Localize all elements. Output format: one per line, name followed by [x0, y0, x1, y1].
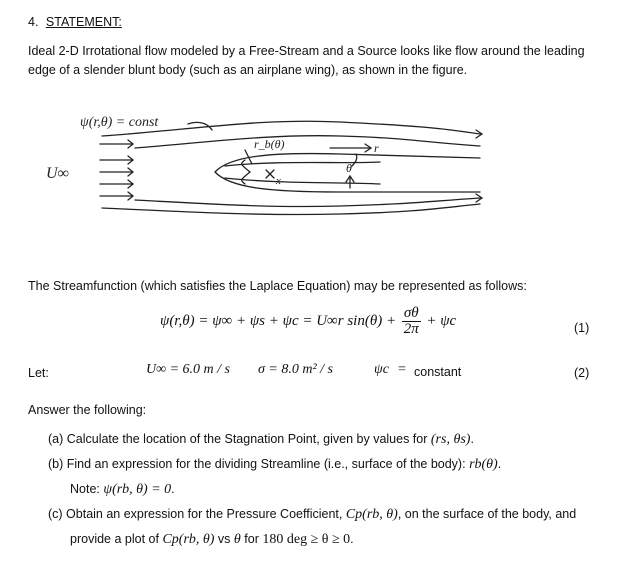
given-psic-symbol: ψc [374, 362, 389, 377]
figure-theta-label: θ [346, 161, 352, 175]
question-c-line-2: provide a plot of Cp(rb, θ) vs θ for 180 deg ≥ θ ≥ 0. [70, 532, 354, 547]
equation-number-2: (2) [574, 366, 590, 380]
question-b-text: (b) Find an expression for the dividing Streamline (i.e., surface of the body): [48, 457, 466, 471]
equation-number-1: (1) [574, 321, 590, 335]
question-c-vs: vs [217, 532, 231, 546]
equation-fraction [402, 306, 421, 337]
question-a: (a) Calculate the location of the Stagnation Point, given by values for (rs, θs). [48, 432, 474, 447]
equation-lhs: ψ(r,θ) = ψ∞ + ψs + ψc = U∞r sin(θ) + [160, 312, 397, 329]
question-c-text-1b: , on the surface of the body, and [397, 507, 577, 521]
streamline-top-1 [102, 121, 480, 136]
source-point-marker [266, 170, 274, 178]
question-c-theta: θ [233, 532, 241, 547]
question-c-text-2: provide a plot of [70, 532, 159, 546]
given-psic-equals: = [398, 362, 406, 377]
question-c-math-1: Cp(rb, θ) [345, 507, 398, 522]
streamline-bottom-1 [135, 198, 480, 207]
streamfunction-equation [160, 306, 456, 338]
fraction-numerator: σθ [403, 305, 419, 321]
question-a-text: (a) Calculate the location of the Stagnation Point, given by values for [48, 432, 428, 446]
question-a-math: (rs, θs) [430, 432, 471, 447]
given-psic-value: constant [414, 365, 462, 379]
intro-line-2: edge of a slender blunt body (such as an airplane wing), as shown in the figure. [28, 63, 468, 77]
question-c-for: for [244, 532, 259, 546]
section-heading [28, 14, 122, 30]
question-c-text-1: (c) Obtain an expression for the Pressure Coefficient, [48, 507, 343, 521]
given-uinf: U∞ = 6.0 m / s [146, 362, 230, 377]
psi-pointer [188, 122, 212, 130]
heading-number: 4. [28, 15, 39, 29]
question-c-range: 180 deg ≥ θ ≥ 0 [262, 532, 351, 547]
streamfunction-intro: The Streamfunction (which satisfies the Laplace Equation) may be represented as follows: [28, 279, 527, 293]
intro-line-1: Ideal 2-D Irrotational flow modeled by a Free-Stream and a Source looks like flow around the leading [28, 44, 585, 58]
heading-title: STATEMENT: [45, 15, 122, 29]
question-b-math: rb(θ) [469, 457, 498, 472]
question-c-math-2: Cp(rb, θ) [162, 532, 215, 547]
question-b: (b) Find an expression for the dividing Streamline (i.e., surface of the body): rb(θ). [48, 457, 502, 472]
figure-psi-label: ψ(r,θ) = const [80, 115, 159, 130]
theta-arc [352, 154, 357, 166]
note-label: Note: [70, 482, 100, 496]
flow-figure [40, 108, 510, 218]
answer-label: Answer the following: [28, 403, 147, 417]
figure-r-label: r [374, 141, 379, 155]
source-line-2 [242, 172, 250, 184]
equation-rhs: + ψc [426, 312, 457, 329]
inner-streamline-2 [225, 178, 380, 184]
figure-x-label: x [276, 175, 281, 187]
note-math: ψ(rb, θ) = 0 [103, 482, 172, 497]
source-line-1 [242, 160, 250, 172]
figure-rb-label: r_b(θ) [254, 137, 285, 151]
streamline-bottom-2 [102, 204, 480, 215]
let-label: Let: [28, 366, 49, 380]
fraction-denominator: 2π [403, 321, 419, 337]
intro-paragraph [28, 42, 588, 80]
streamline-top-2 [135, 136, 480, 148]
inner-streamline-1 [225, 162, 380, 166]
question-b-note: Note: ψ(rb, θ) = 0. [70, 482, 175, 497]
figure-uinf-label: U∞ [46, 165, 69, 182]
question-c-line-1 [48, 506, 576, 523]
given-sigma: σ = 8.0 m² / s [258, 362, 333, 377]
